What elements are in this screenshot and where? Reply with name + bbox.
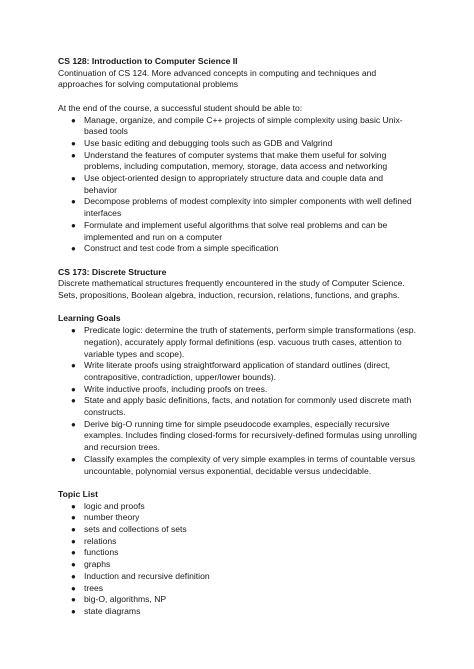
bullet-icon: ●: [71, 571, 76, 581]
bullet-icon: ●: [71, 396, 76, 406]
bullet-icon: ●: [71, 525, 76, 535]
bullet-icon: ●: [71, 361, 76, 371]
list-item-text: logic and proofs: [84, 500, 145, 511]
bullet-icon: ●: [71, 560, 76, 570]
list-item-text: functions: [84, 547, 119, 558]
list-item-text: relations: [84, 535, 117, 546]
bullet-icon: ●: [71, 419, 76, 429]
bullet-icon: ●: [71, 384, 76, 394]
list-item-text: state diagrams: [84, 605, 141, 616]
list-item-text: Predicate logic: determine the truth of statements, perform simple transformations (esp. negation), accurately apply formal definitions (esp. vacuous truth cases, attention to variable types and scope).: [84, 325, 416, 359]
learning-goals-heading: Learning Goals: [58, 313, 121, 324]
document-page: [58, 56, 418, 618]
list-item-text: Decompose problems of modest complexity into simpler components with well defined interfaces: [84, 196, 412, 219]
list-item-text: Use object-oriented design to appropriately structure data and couple data and behavior: [84, 173, 384, 195]
bullet-icon: ●: [71, 595, 76, 605]
list-item: [58, 594, 418, 606]
course-description-cs128: Continuation of CS 124. More advanced concepts in computing and techniques and approaches for solving computational problems: [58, 67, 377, 90]
list-item: [58, 547, 418, 559]
spacer: [58, 91, 418, 103]
list-item-text: Write literate proofs using straightforward application of standard outlines (direct, contrapositive, contradiction, upper/lower bounds).: [84, 360, 391, 382]
bullet-icon: ●: [71, 536, 76, 546]
list-item: [58, 150, 418, 173]
list-item: [58, 220, 418, 243]
list-item: [58, 501, 418, 513]
list-item-text: graphs: [84, 559, 111, 570]
list-item: [58, 454, 418, 477]
bullet-icon: ●: [71, 501, 76, 511]
topic-list: [58, 501, 418, 618]
list-item: [58, 419, 418, 454]
topic-list-heading: Topic List: [58, 488, 98, 499]
list-item: [58, 524, 418, 536]
list-item: [58, 115, 418, 138]
bullet-icon: ●: [71, 244, 76, 254]
course-description-cs173: Discrete mathematical structures frequently encountered in the study of Computer Science. Sets, propositions, Boolean algebra, induction, recursion, relations, functions, and graphs.: [58, 278, 405, 301]
list-item-text: Derive big-O running time for simple pseudocode examples, especially recursive examples. Includes finding closed-forms for recursively-defined formulas using unrolling and recursion trees.: [84, 418, 417, 453]
spacer: [58, 255, 418, 267]
bullet-icon: ●: [71, 583, 76, 593]
bullet-icon: ●: [71, 606, 76, 616]
outcomes-list: [58, 115, 418, 255]
list-item: [58, 384, 418, 396]
list-item-text: trees: [84, 582, 104, 593]
bullet-icon: ●: [71, 548, 76, 558]
list-item: [58, 606, 418, 618]
list-item: [58, 196, 418, 219]
list-item-text: Understand the features of computer systems that make them useful for solving problems, including computation, memory, storage, data access and networking: [84, 149, 388, 172]
list-item: [58, 243, 418, 255]
bullet-icon: ●: [71, 138, 76, 148]
bullet-icon: ●: [71, 174, 76, 184]
outcomes-intro: At the end of the course, a successful student should be able to:: [58, 102, 303, 113]
bullet-icon: ●: [71, 454, 76, 464]
list-item: [58, 536, 418, 548]
list-item-text: number theory: [84, 512, 140, 523]
list-item: [58, 325, 418, 360]
list-item-text: Write inductive proofs, including proofs on trees.: [84, 383, 268, 394]
list-item: [58, 512, 418, 524]
list-item-text: Manage, organize, and compile C++ projects of simple complexity using basic Unix-based tools: [84, 114, 403, 137]
list-item-text: Induction and recursive definition: [84, 570, 210, 581]
bullet-icon: ●: [71, 513, 76, 523]
list-item: [58, 583, 418, 595]
bullet-icon: ●: [71, 150, 76, 160]
bullet-icon: ●: [71, 326, 76, 336]
learning-goals-list: [58, 325, 418, 477]
list-item: [58, 360, 418, 383]
bullet-icon: ●: [71, 220, 76, 230]
list-item: [58, 138, 418, 150]
list-item-text: Classify examples the complexity of very simple examples in terms of countable versus uncountable, polynomial versus exponential, decidable versus undecidable.: [84, 453, 415, 476]
list-item: [58, 559, 418, 571]
bullet-icon: ●: [71, 115, 76, 125]
list-item-text: Formulate and implement useful algorithms that solve real problems and can be implemented and run on a computer: [84, 219, 388, 242]
list-item-text: Construct and test code from a simple specification: [84, 243, 279, 254]
list-item-text: big-O, algorithms, NP: [84, 594, 167, 605]
list-item: [58, 173, 418, 196]
list-item: [58, 571, 418, 583]
course-title-cs173: CS 173: Discrete Structure: [58, 266, 167, 277]
list-item-text: State and apply basic definitions, facts, and notation for commonly used discrete math constructs.: [84, 395, 412, 418]
list-item-text: Use basic editing and debugging tools such as GDB and Valgrind: [84, 137, 333, 148]
course-title-cs128: CS 128: Introduction to Computer Science II: [58, 56, 238, 66]
list-item: [58, 395, 418, 418]
bullet-icon: ●: [71, 197, 76, 207]
spacer: [58, 477, 418, 489]
spacer: [58, 302, 418, 314]
list-item-text: sets and collections of sets: [84, 524, 187, 535]
